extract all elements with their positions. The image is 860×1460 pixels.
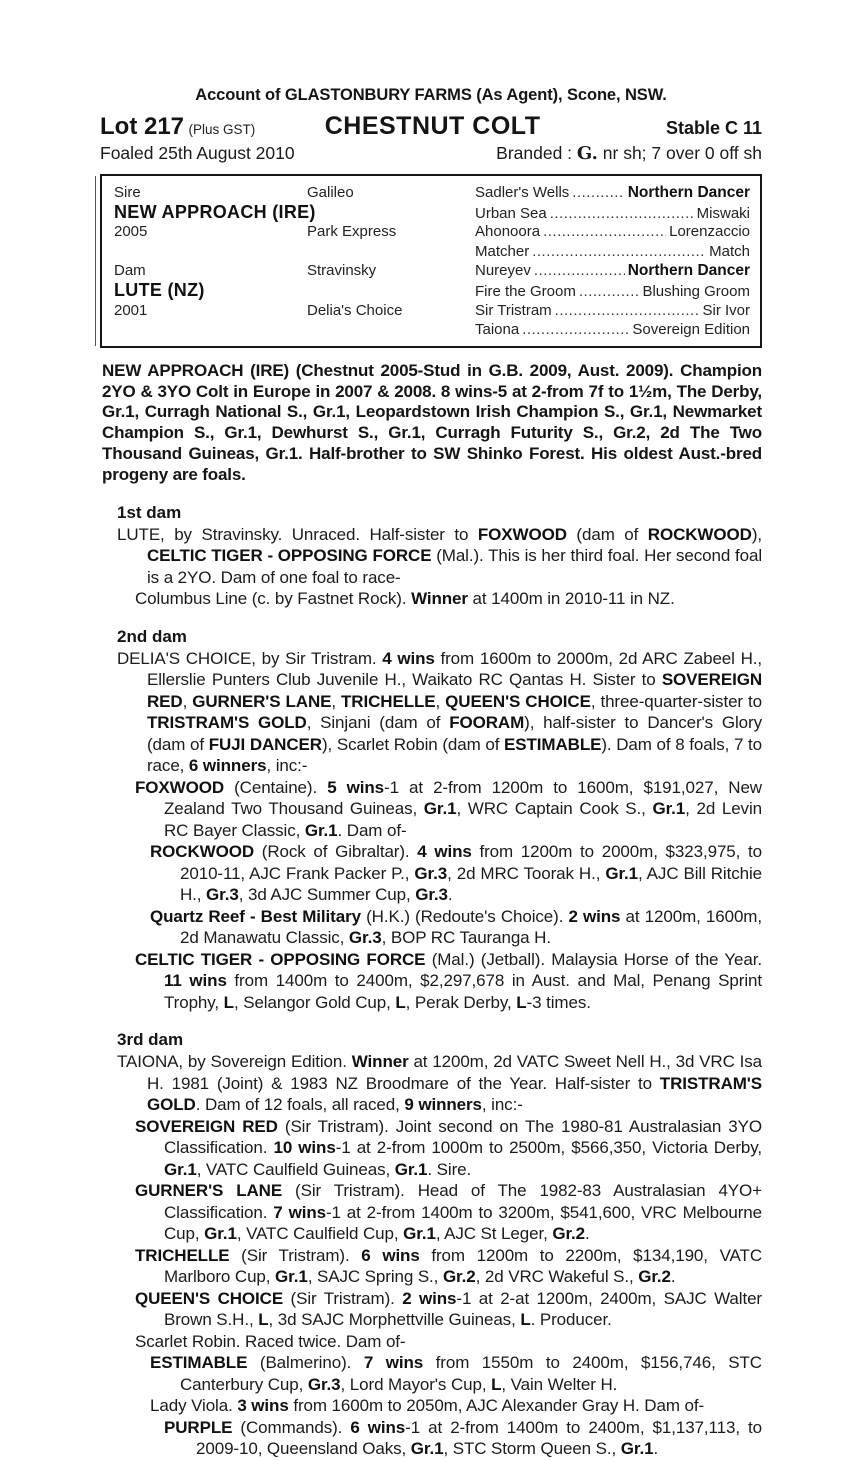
branded-text: Branded : G. nr sh; 7 over 0 off sh: [496, 143, 762, 164]
stable-label: Stable C 11: [665, 118, 762, 138]
pedigree-row: Sadler's Wells ..... Northern Dancer: [475, 183, 750, 203]
pedigree-row: Nureyev ..... Northern Dancer: [475, 261, 750, 281]
dot-leader: [534, 261, 625, 281]
dam-label: Dam: [114, 262, 146, 280]
pedigree-row: Fire the Groom ..... Blushing Groom: [475, 282, 750, 302]
dot-leader: [550, 204, 694, 224]
sire-summary: NEW APPROACH (IRE) (Chestnut 2005-Stud in G.B. 2009, Aust. 2009). Champion 2YO & 3YO Colt in Europe in 2007 & 2008. 8 wins-5 at 2-from 7f to 1½m, The Derby, Gr.1, Curragh National S., Gr.1, Leopardstown Irish Champion S., Gr.1, Newmarket Champion S., Gr.1, Dewhurst S., Gr.1, Curragh Futurity S., Gr.2, 2d The Two Thousand Guineas, Gr.1. Half-brother to SW Shinko Forest. His oldest Aust.-bred progeny are foals.: [102, 360, 762, 484]
pedigree-row: Matcher ..... Match: [475, 242, 750, 262]
dot-leader: [555, 301, 700, 321]
progeny-entry: PURPLE (Commands). 6 wins-1 at 2-from 1400m to 2400m, $1,137,113, to 2009-10, Queensland Oaks, Gr.1, STC Storm Queen S., Gr.1.: [164, 1417, 762, 1459]
sire-sire: Galileo: [307, 184, 354, 201]
dot-leader: [522, 320, 629, 340]
page-title: CHESTNUT COLT: [324, 112, 541, 140]
pedigree-text: [117, 503, 762, 1460]
progeny-entry: CELTIC TIGER - OPPOSING FORCE (Mal.) (Jetball). Malaysia Horse of the Year. 11 wins from 1400m to 2400m, $2,297,678 in Aust. and Mal, Penang Sprint Trophy, L, Selangor Gold Cup, L, Perak Derby, L-3 times.: [135, 949, 762, 1012]
lot-number: Lot 217: [100, 113, 185, 140]
first-dam-heading: 1st dam: [117, 502, 182, 522]
sire-name: NEW APPROACH (IRE): [114, 201, 316, 222]
third-dam-heading: 3rd dam: [117, 1030, 184, 1050]
progeny-entry: Columbus Line (c. by Fastnet Rock). Winner at 1400m in 2010-11 in NZ.: [135, 589, 675, 609]
dot-leader: [543, 222, 666, 242]
progeny-entry: GURNER'S LANE (Sir Tristram). Head of The 1982-83 Australasian 4YO+ Classification. 7 wins-1 at 2-from 1400m to 3200m, $541,600, VRC Melbourne Cup, Gr.1, VATC Caulfield Cup, Gr.1, AJC St Leger, Gr.2.: [135, 1181, 762, 1244]
second-dam-heading: 2nd dam: [117, 626, 187, 646]
dam-line: LUTE, by Stravinsky. Unraced. Half-sister to FOXWOOD (dam of ROCKWOOD), CELTIC TIGER - OPPOSING FORCE (Mal.). This is her third foal. Her second foal is a 2YO. Dam of one foal to race-: [117, 524, 762, 587]
gst-note: (Plus GST): [188, 122, 256, 137]
account-line: Account of GLASTONBURY FARMS (As Agent), Scone, NSW.: [195, 86, 667, 104]
progeny-entry: Quartz Reef - Best Military (H.K.) (Redoute's Choice). 2 wins at 1200m, 1600m, 2d Manawatu Classic, Gr.3, BOP RC Tauranga H.: [150, 906, 762, 948]
progeny-entry: TRICHELLE (Sir Tristram). 6 wins from 1200m to 2200m, $134,190, VATC Marlboro Cup, Gr.1, SAJC Spring S., Gr.2, 2d VRC Wakeful S., Gr.2.: [135, 1245, 762, 1287]
pedigree-table: [100, 174, 762, 348]
progeny-entry: ROCKWOOD (Rock of Gibraltar). 4 wins from 1200m to 2000m, $323,975, to 2010-11, AJC Frank Packer P., Gr.3, 2d MRC Toorak H., Gr.1, AJC Bill Ritchie H., Gr.3, 3d AJC Summer Cup, Gr.3.: [150, 842, 763, 905]
title-row: [100, 112, 762, 141]
dam-dam: Delia's Choice: [307, 301, 403, 319]
dot-leader: [532, 242, 706, 262]
brand-glyph: G.: [576, 143, 598, 164]
dam-year: 2001: [114, 301, 148, 319]
pedigree-row: Sir Tristram ..... Sir Ivor: [475, 301, 750, 321]
dam-name: LUTE (NZ): [114, 279, 205, 300]
dot-leader: [572, 183, 624, 203]
sire-year: 2005: [114, 223, 148, 241]
foaled-date: Foaled 25th August 2010: [100, 143, 295, 163]
pedigree-row: Urban Sea ..... Miswaki: [475, 204, 750, 224]
pedigree-row: Taiona ..... Sovereign Edition: [475, 320, 750, 340]
dam-line: DELIA'S CHOICE, by Sir Tristram. 4 wins from 1600m to 2000m, 2d ARC Zabeel H., Ellerslie Punters Club Juvenile H., Waikato RC Qantas H. Sister to SOVEREIGN RED, GURNER'S LANE, TRICHELLE, QUEEN'S CHOICE, three-quarter-sister to TRISTRAM'S GOLD, Sinjani (dam of FOORAM), half-sister to Dancer's Glory (dam of FUJI DANCER), Scarlet Robin (dam of ESTIMABLE). Dam of 8 foals, 7 to race, 6 winners, inc:-: [117, 648, 762, 776]
progeny-entry: QUEEN'S CHOICE (Sir Tristram). 2 wins-1 at 2-at 1200m, 2400m, SAJC Walter Brown S.H., L, 3d SAJC Morphettville Guineas, L. Producer.: [135, 1288, 762, 1330]
foaled-branded-row: [100, 143, 762, 164]
dam-sire: Stravinsky: [307, 262, 377, 280]
progeny-entry: SOVEREIGN RED (Sir Tristram). Joint second on The 1980-81 Australasian 3YO Classification. 10 wins-1 at 2-from 1000m to 2500m, $566,350, Victoria Derby, Gr.1, VATC Caulfield Guineas, Gr.1. Sire.: [135, 1116, 762, 1179]
dam-line: TAIONA, by Sovereign Edition. Winner at 1200m, 2d VATC Sweet Nell H., 3d VRC Isa H. 1981 (Joint) & 1983 NZ Broodmare of the Year. Half-sister to TRISTRAM'S GOLD. Dam of 12 foals, all raced, 9 winners, inc:-: [117, 1052, 762, 1115]
progeny-entry: Lady Viola. 3 wins from 1600m to 2050m, AJC Alexander Gray H. Dam of-: [150, 1396, 705, 1416]
pedigree-row: Ahonoora ..... Lorenzaccio: [475, 222, 750, 242]
progeny-entry: ESTIMABLE (Balmerino). 7 wins from 1550m to 2400m, $156,746, STC Canterbury Cup, Gr.3, Lord Mayor's Cup, L, Vain Welter H.: [150, 1353, 762, 1394]
pedigree-box: [100, 174, 762, 348]
progeny-entry: FOXWOOD (Centaine). 5 wins-1 at 2-from 1200m to 1600m, $191,027, New Zealand Two Thousand Guineas, Gr.1, WRC Captain Cook S., Gr.1, 2d Levin RC Bayer Classic, Gr.1. Dam of-: [135, 777, 762, 840]
sire-dam: Park Express: [307, 223, 397, 241]
dot-leader: [579, 282, 640, 302]
sire-label: Sire: [114, 184, 141, 201]
progeny-entry: Scarlet Robin. Raced twice. Dam of-: [135, 1331, 406, 1351]
